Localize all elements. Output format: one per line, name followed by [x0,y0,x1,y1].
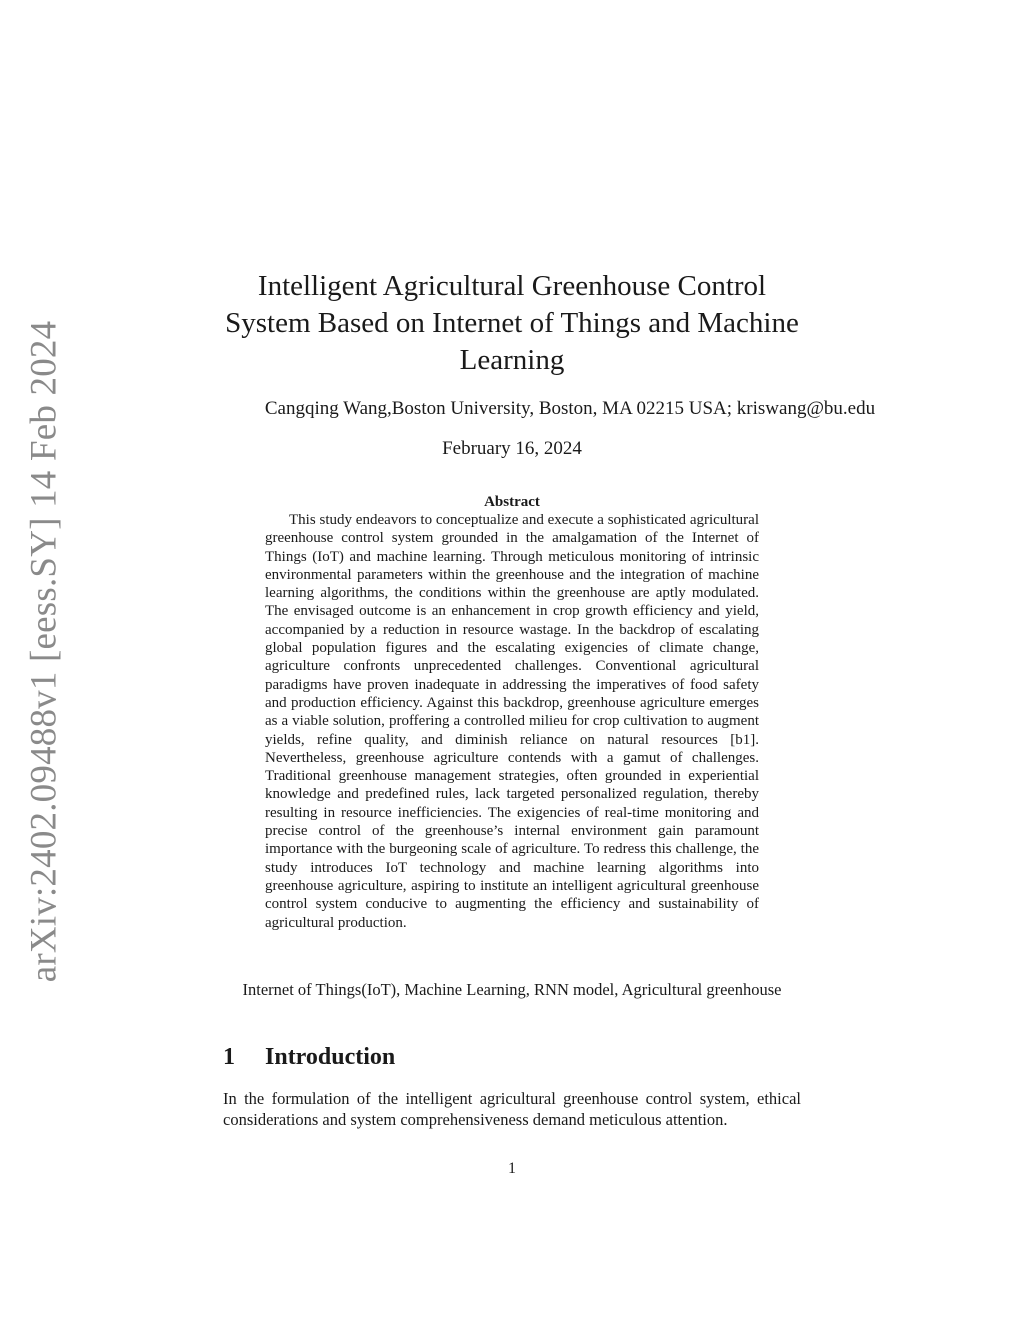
introduction-paragraph: In the formulation of the intelligent agricultural greenhouse control system, ethical considerations and system comprehensiveness demand meticulous attention. [223,1089,801,1129]
author-line: Cangqing Wang,Boston University, Boston, MA 02215 USA; kriswang@bu.edu [264,398,876,419]
arxiv-identifier-stamp [18,320,70,982]
paper-title [190,268,834,379]
title-line-1: Intelligent Agricultural Greenhouse Control [257,270,767,302]
title-line-2: System Based on Internet of Things and Machine [225,307,799,339]
section-number: 1 [223,1044,235,1070]
title-line-3: Learning [459,344,565,376]
arxiv-identifier-text: arXiv:2402.09488v1 [eess.SY] 14 Feb 2024 [23,320,65,982]
keywords: Internet of Things(IoT), Machine Learning, RNN model, Agricultural greenhouse [242,980,782,999]
abstract-body: This study endeavors to conceptualize and execute a sophisticated agricultural greenhouse control system grounded in the amalgamation of the Internet of Things (IoT) and machine learning. Through meticulous monitoring of intrinsic environmental parameters within the greenhouse and the integration of machine learning algorithms, the conditions within the greenhouse are aptly modulated. The envisaged outcome is an enhancement in crop growth efficiency and yield, accompanied by a reduction in resource wastage. In the backdrop of escalating global population figures and the escalating exigencies of climate change, agriculture confronts unprecedented challenges. Conventional agricultural paradigms have proven inadequate in addressing the imperatives of food safety and production efficiency. Against this backdrop, greenhouse agriculture emerges as a viable solution, proffering a controlled milieu for crop cultivation to augment yields, refine quality, and diminish reliance on natural resources [b1]. Nevertheless, greenhouse agriculture contends with a gamut of challenges. Traditional greenhouse management strategies, often grounded in experiential knowledge and predefined rules, lack targeted personalized regulation, thereby resulting in resource inefficiencies. The exigencies of real-time monitoring and precise control of the greenhouse’s internal environment gain paramount importance with the burgeoning scale of agriculture. To redress this challenge, the study introduces IoT technology and machine learning algorithms into greenhouse agriculture, aspiring to institute an intelligent agricultural greenhouse control system conducive to augmenting the efficiency and sustainability of agricultural production. [265,512,759,931]
page-number: 1 [508,1160,516,1177]
publication-date: February 16, 2024 [442,438,582,459]
section-title: Introduction [265,1044,396,1070]
section-heading-introduction [223,1044,395,1071]
abstract-heading: Abstract [484,494,540,510]
